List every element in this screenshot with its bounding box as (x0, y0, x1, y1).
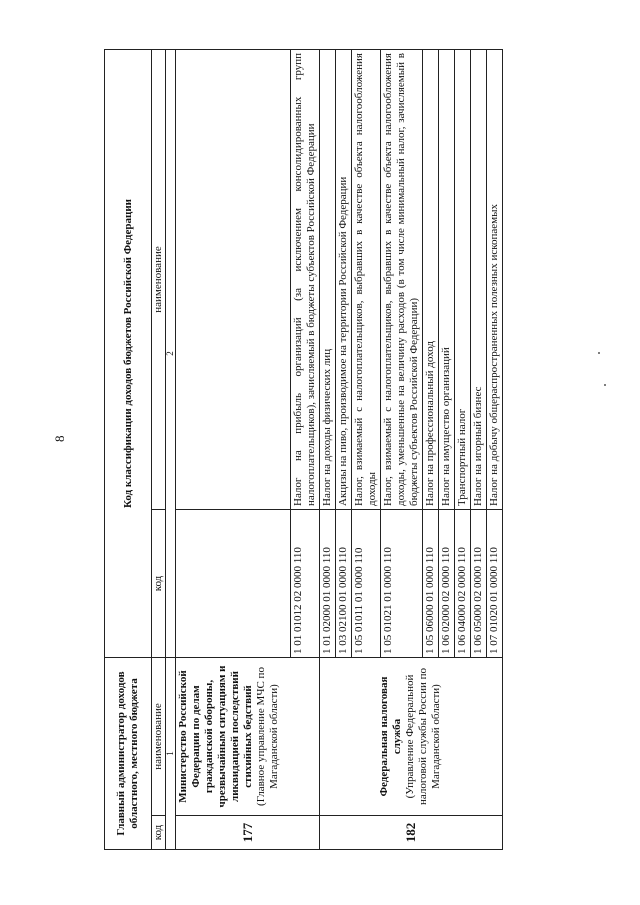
admin-177-row (175, 50, 290, 850)
col-class-name: наименование (152, 50, 166, 510)
row-name: Налог на профессиональный доход (422, 50, 438, 510)
row-name: Налог на доходы физических лиц (319, 50, 335, 510)
header-row-main (105, 50, 152, 850)
row-code: 1 05 01021 01 0000 110 (380, 510, 422, 658)
admin-182-name-bold: Федеральная налоговая служба (378, 676, 404, 797)
budget-classification-table (104, 49, 503, 850)
row-name: Налог на прибыль организаций (за исключением консолидированных групп налогоплательщиков), зачисляемый в бюджеты субъектов Российской Федерации (290, 50, 319, 510)
row-code: 1 06 02000 02 0000 110 (438, 510, 454, 658)
admin-177-name (175, 658, 319, 816)
admin-182-name-note: (Управление Федеральной налоговой службы России по Магаданской области) (404, 667, 443, 806)
row-code: 1 06 05000 02 0000 110 (470, 510, 486, 658)
col-admin-code: код (152, 816, 166, 850)
row-code: 1 06 04000 02 0000 110 (454, 510, 470, 658)
row-code: 1 01 01012 02 0000 110 (290, 510, 319, 658)
scan-speck (604, 384, 606, 386)
row-name: Налог на добычу общераспространенных полезных ископаемых (486, 50, 502, 510)
header-row-sub (152, 50, 166, 850)
row-name: Налог, взимаемый с налогоплательщиков, выбравших в качестве объекта налогообложения доходы, уменьшенные на величину расходов (в том числе минимальный налог, зачисляемый в бюджеты субъектов Российской Федерации) (380, 50, 422, 510)
row-code: 1 05 06000 01 0000 110 (422, 510, 438, 658)
empty-name-cell (175, 50, 290, 510)
col-admin-name: наименование (152, 658, 166, 816)
row-name: Акцизы на пиво, производимое на территории Российской Федерации (335, 50, 351, 510)
row-code: 1 03 02100 01 0000 110 (335, 510, 351, 658)
row-code: 1 05 01011 01 0000 110 (351, 510, 380, 658)
col-number-1: 1 (165, 658, 175, 850)
header-row-numbers (165, 50, 175, 850)
row-code: 1 01 02000 01 0000 110 (319, 510, 335, 658)
budget-table-rotated (104, 50, 534, 850)
row-name: Налог на имущество организаций (438, 50, 454, 510)
admin-177-name-note: (Главное управление МЧС по Магаданской области) (254, 667, 280, 806)
col-class-code: код (152, 510, 166, 658)
admin-182-name (319, 658, 502, 816)
page-number: 8 (52, 435, 67, 442)
admin-177-code: 177 (175, 816, 319, 850)
classification-group-header: Код классификации доходов бюджетов Российской Федерации (105, 50, 152, 658)
row-name: Налог на игорный бизнес (470, 50, 486, 510)
scan-speck (598, 352, 600, 354)
row-code: 1 07 01020 01 0000 110 (486, 510, 502, 658)
row-name: Транспортный налог (454, 50, 470, 510)
admin-177-name-bold: Министерство Российской Федерации по делам гражданской обороны, чрезвычайным ситуациям и ликвидацией последствий стихийных бедствий (176, 665, 254, 808)
col-number-2: 2 (165, 50, 175, 658)
row-name: Налог, взимаемый с налогоплательщиков, выбравших в качестве объекта налогообложения доходы (351, 50, 380, 510)
empty-code-cell (175, 510, 290, 658)
admin-182-row (319, 50, 335, 850)
admin-group-header: Главный администратор доходов областного, местного бюджета (105, 658, 152, 850)
admin-182-code: 182 (319, 816, 502, 850)
